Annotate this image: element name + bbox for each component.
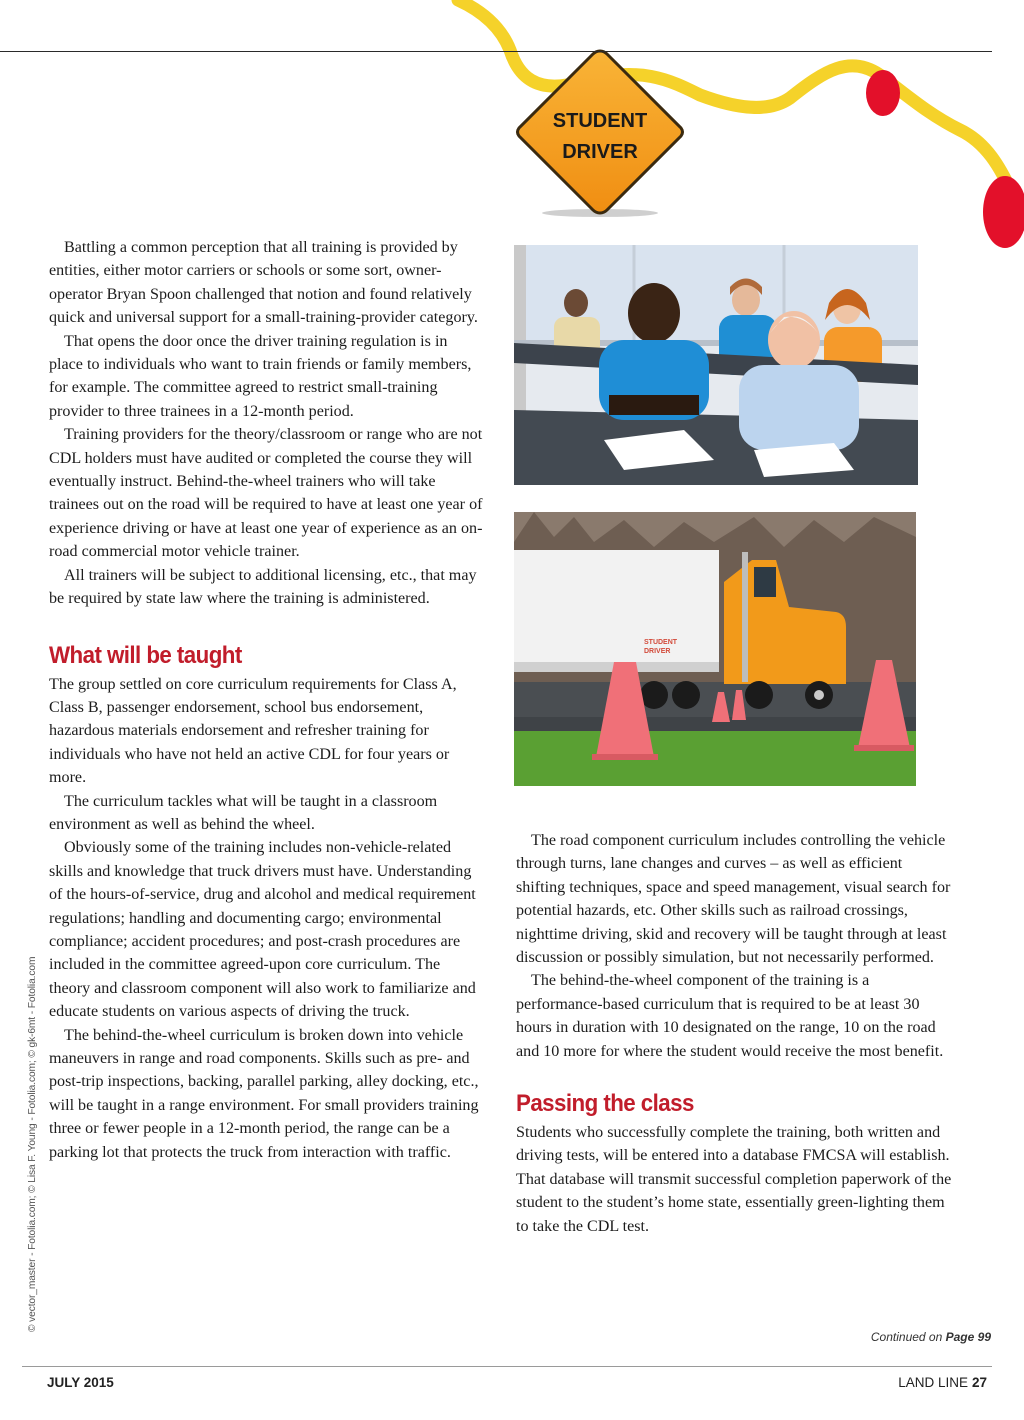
left-paragraph-5: The group settled on core curriculum requirements for Class A, Class B, passenger endorsement, school bus endorsement, hazardous materials endorsement and refresher training for individuals who have not held an active CDL for four years or more. bbox=[49, 675, 457, 787]
left-paragraph-1: Battling a common perception that all training is provided by entities, either motor carriers or schools or some sort, owner-operator Bryan Spoon challenged that notion and found relatively quick and universal support for a small-training-provider category. bbox=[49, 239, 478, 327]
left-paragraph-7: Obviously some of the training includes non-vehicle-related skills and knowledge that truck drivers must have. Understanding of the hours-of-service, drug and alcohol and medical requirement regulations; handling and documenting cargo; environmental compliance; accident procedures; and post-crash procedures are included in the committee agreed-upon core curriculum. The theory and classroom component will also work to familiarize and educate students on various aspects of driving the truck. bbox=[49, 839, 476, 1021]
right-paragraph-2: The behind-the-wheel component of the training is a performance-based curriculum that is required to be at least 30 hours in duration with 10 designated on the range, 10 on the road and 10 more for where the student would receive the most benefit. bbox=[516, 972, 944, 1060]
red-dot-2 bbox=[983, 176, 1024, 248]
continued-note bbox=[871, 1330, 991, 1344]
truck-decal-line-2: DRIVER bbox=[644, 648, 671, 655]
red-dot-1 bbox=[866, 70, 900, 116]
left-paragraph-6: The curriculum tackles what will be taught in a classroom environment as well as behind the wheel. bbox=[49, 792, 438, 833]
bottom-rule bbox=[22, 1366, 992, 1367]
student-driver-sign bbox=[510, 45, 690, 225]
truck-photo bbox=[514, 512, 916, 786]
left-paragraph-3: Training providers for the theory/classroom or range who are not CDL holders must have audited or completed the course they will eventually instruct. Behind-the-wheel trainers who will take trainees out on the road will be required to have at least one year of experience driving or have at least one year of experience as an on-road commercial motor vehicle trainer. bbox=[49, 426, 483, 561]
left-paragraph-8: The behind-the-wheel curriculum is broken down into vehicle maneuvers in range and road components. Skills such as pre- and post-trip inspections, backing, parallel parking, alley docking, etc., will be taught in a range environment. For small providers training three or fewer people in a 12-month period, the range can be a parking lot that protects the truck from interaction with traffic. bbox=[49, 1026, 479, 1161]
right-paragraph-1: The road component curriculum includes controlling the vehicle through turns, lane changes and curves – as well as efficient shifting techniques, space and speed management, visual search for potential hazards, etc. Other skills such as railroad crossings, nighttime driving, skid and recovery will be taught through at least discussion or possibly simulation, but not necessarily performed. bbox=[516, 832, 951, 967]
classroom-photo bbox=[514, 245, 918, 485]
right-paragraph-3: Students who successfully complete the training, both written and driving tests, will be entered into a database FMCSA will establish. That database will transmit successful completion paperwork of the student to the student’s home state, essentially green-lighting them to take the CDL test. bbox=[516, 1124, 952, 1235]
sign-line-1: STUDENT bbox=[552, 110, 648, 132]
heading-passing-the-class: Passing the class bbox=[516, 1090, 694, 1118]
footer-folio bbox=[898, 1375, 987, 1390]
photo-credit: © vector_master - Fotolia.com; © Lisa F. Young - Fotolia.com; © gk-6mt - Fotolia.com bbox=[27, 956, 38, 1332]
footer-page-number: 27 bbox=[971, 1375, 987, 1390]
left-paragraph-2: That opens the door once the driver training regulation is in place to individuals who want to train friends or family members, for example. The committee agreed to restrict small-training provider to three trainees in a 12-month period. bbox=[49, 332, 472, 420]
continued-page-link[interactable]: Page 99 bbox=[945, 1330, 991, 1344]
top-rule bbox=[0, 51, 992, 52]
heading-what-will-be-taught: What will be taught bbox=[49, 641, 242, 669]
footer-date: JULY 2015 bbox=[47, 1375, 114, 1390]
truck-decal-line-1: STUDENT bbox=[644, 639, 678, 646]
footer-magazine: LAND LINE bbox=[898, 1375, 968, 1390]
continued-prefix: Continued on bbox=[870, 1330, 943, 1344]
right-column bbox=[516, 829, 952, 1238]
left-column bbox=[49, 236, 484, 1164]
sign-line-2: DRIVER bbox=[562, 141, 638, 163]
left-paragraph-4: All trainers will be subject to additional licensing, etc., that may be required by state law where the training is administered. bbox=[49, 566, 477, 608]
